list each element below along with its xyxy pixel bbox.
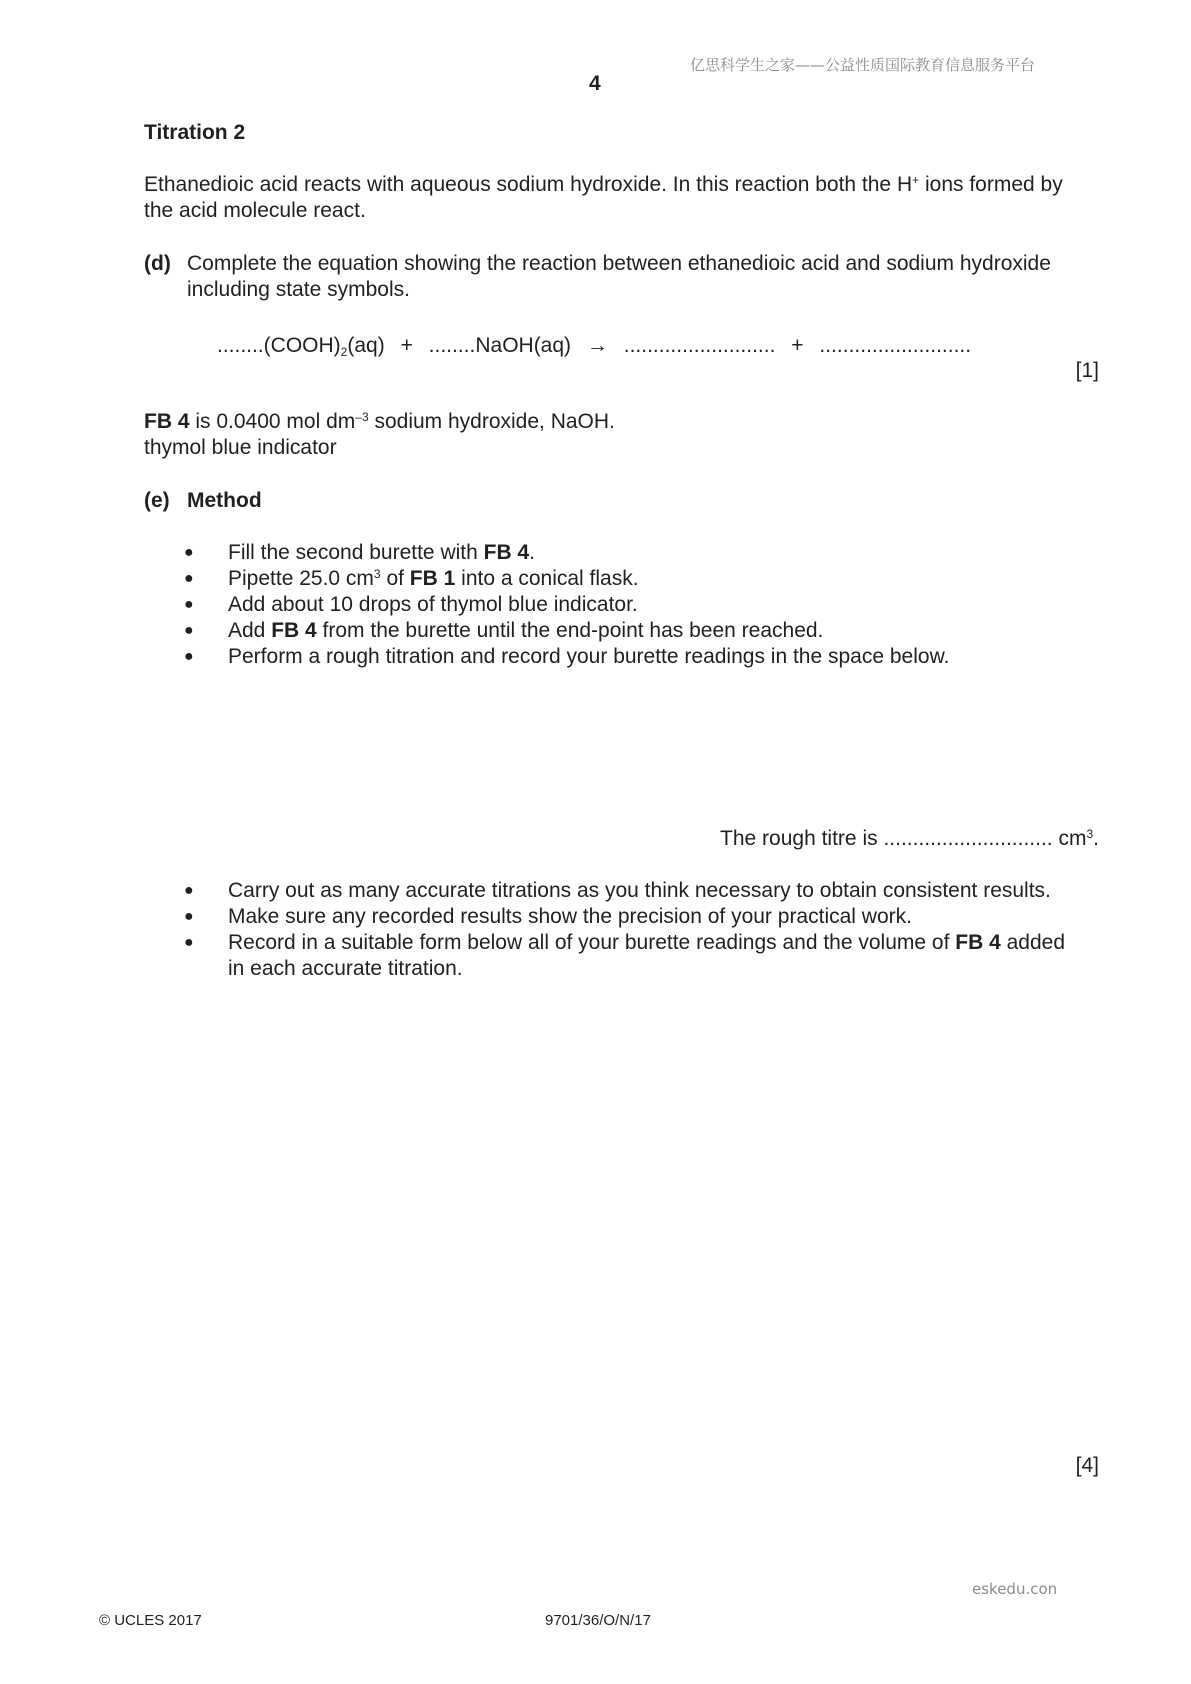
bullet-icon: ● (184, 622, 194, 639)
results-table-space[interactable] (184, 990, 1099, 1450)
equation-arrow: → (586, 334, 608, 357)
footer-watermark: eskedu.con (972, 1580, 1058, 1598)
bullet-icon: ● (184, 570, 194, 587)
part-e-marks: [4] (1075, 1454, 1099, 1477)
bullet-icon: ● (184, 648, 194, 665)
equation-plus-1: + (400, 334, 413, 357)
part-d-text-1: Complete the equation showing the reaction between ethanedioic acid and sodium hydroxide (187, 252, 1051, 275)
bullet-icon: ● (184, 596, 194, 613)
bullet-icon: ● (184, 882, 194, 899)
footer-paper-code: 9701/36/O/N/17 (545, 1612, 651, 1629)
equation-blank-product-1[interactable]: .......................... (623, 334, 776, 357)
footer-copyright: © UCLES 2017 (99, 1612, 202, 1629)
list-item: ● Fill the second burette with FB 4. (184, 541, 535, 564)
part-e-label: (e) (144, 489, 170, 512)
part-d-marks: [1] (1075, 359, 1099, 382)
equation-term-acid: $........(COOH)_2(aq)$ (217, 334, 385, 359)
section-title: Titration 2 (144, 121, 246, 144)
intro-line-1: Ethanedioic acid reacts with aqueous sodium hydroxide. In this reaction both the H+ ions formed by (144, 173, 1063, 196)
reagent-indicator: thymol blue indicator (144, 436, 337, 459)
rough-titre-line[interactable]: The rough titre is ............................. $cm^3$. (720, 827, 1099, 850)
equation-term-naoh: ........NaOH(aq) (428, 334, 572, 357)
equation-plus-2: + (791, 334, 804, 357)
list-item: ● Add about 10 drops of thymol blue indicator. (184, 593, 638, 616)
bullet-icon: ● (184, 934, 194, 951)
list-item: ● Make sure any recorded results show the precision of your practical work. (184, 905, 912, 928)
equation-blank-product-2[interactable]: .......................... (819, 334, 972, 357)
list-item: ● Carry out as many accurate titrations as you think necessary to obtain consistent results. (184, 879, 1051, 902)
list-item: ● Pipette 25.0 $cm^3$ of FB 1 into a conical flask. (184, 567, 639, 590)
part-d-label: (d) (144, 252, 171, 275)
equation (217, 333, 971, 359)
intro-line-2: the acid molecule react. (144, 199, 366, 222)
reagent-fb4: FB 4 is 0.0400 mol $dm^{-3}$ sodium hydroxide, NaOH. (144, 410, 615, 433)
page-number: 4 (589, 72, 601, 95)
list-item: ● Add FB 4 from the burette until the end-point has been reached. (184, 619, 824, 642)
bullet-icon: ● (184, 544, 194, 561)
part-d-text-2: including state symbols. (187, 278, 410, 301)
rough-titration-space[interactable] (184, 670, 1099, 820)
method-list-2 (184, 878, 1099, 982)
bullet-icon: ● (184, 908, 194, 925)
method-list-1 (184, 540, 949, 670)
header-watermark: 亿思科学生之家——公益性质国际教育信息服务平台 (690, 56, 1036, 74)
list-item: ● Perform a rough titration and record your burette readings in the space below. (184, 645, 950, 668)
list-item: ● Record in a suitable form below all of your burette readings and the volume of FB 4 added in each accurate titration. (184, 931, 1065, 980)
part-e-title: Method (187, 489, 262, 512)
